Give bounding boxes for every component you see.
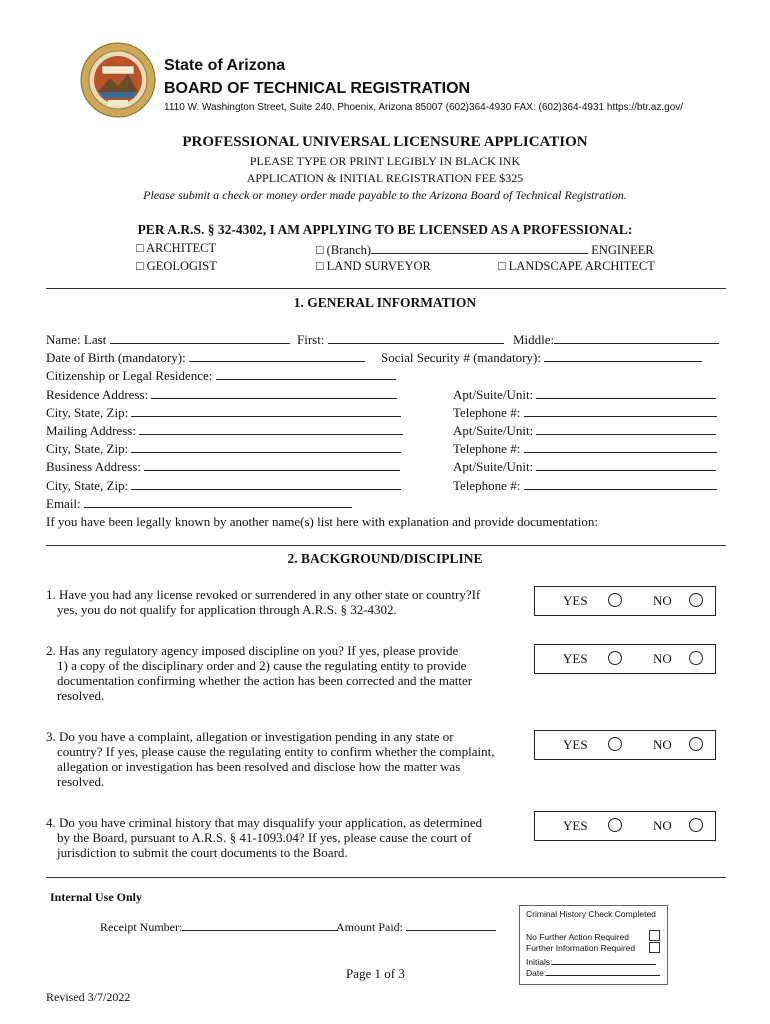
no-further-checkbox[interactable]	[649, 930, 660, 941]
field-business-city[interactable]: City, State, Zip:	[46, 477, 401, 494]
q3-yes-no	[534, 730, 716, 760]
profession-heading: PER A.R.S. § 32-4302, I AM APPLYING TO BE LICENSED AS A PROFESSIONAL:	[137, 222, 633, 237]
field-residence-apt[interactable]: Apt/Suite/Unit:	[453, 386, 716, 403]
field-mailing-phone[interactable]: Telephone #:	[453, 440, 717, 457]
field-business-phone[interactable]: Telephone #:	[453, 477, 717, 494]
field-ssn[interactable]: Social Security # (mandatory):	[381, 349, 702, 366]
field-business-address[interactable]: Business Address:	[46, 458, 400, 475]
field-business-apt[interactable]: Apt/Suite/Unit:	[453, 458, 716, 475]
q2-no-radio[interactable]	[689, 651, 703, 665]
branch-field[interactable]	[371, 241, 588, 254]
header-state: State of Arizona	[164, 57, 286, 74]
no-further-label: No Further Action Required	[526, 932, 629, 942]
field-receipt-number[interactable]: Receipt Number:	[100, 918, 338, 935]
further-info-label: Further Information Required	[526, 943, 636, 953]
field-residence-address[interactable]: Residence Address:	[46, 386, 397, 403]
divider	[46, 545, 726, 546]
no-label: NO	[653, 593, 672, 608]
engineer-label: ENGINEER	[591, 243, 654, 257]
section-general-heading: 1. GENERAL INFORMATION	[293, 295, 477, 310]
q3-yes-radio[interactable]	[608, 737, 622, 751]
field-residence-city[interactable]: City, State, Zip:	[46, 404, 401, 421]
q1-yes-radio[interactable]	[608, 593, 622, 607]
field-email[interactable]: Email:	[46, 495, 352, 512]
checkbox-engineer[interactable]	[316, 241, 654, 258]
field-mailing-city[interactable]: City, State, Zip:	[46, 440, 401, 457]
q4-yes-radio[interactable]	[608, 818, 622, 832]
revised-date: Revised 3/7/2022	[46, 990, 131, 1004]
question-4: 4. Do you have criminal history that may disqualify your application, as determined by the Board, pursuant to A.R.S. § 41-1093.04? If yes, please cause the court of jurisdiction to submit the court documents to the Board.	[46, 815, 483, 860]
question-1: 1. Have you had any license revoked or surrendered in any other state or country?If yes, you do not qualify for application through A.R.S. § 32-4302.	[46, 587, 481, 617]
field-residence-phone[interactable]: Telephone #:	[453, 404, 717, 421]
divider	[46, 288, 726, 289]
q2-yes-radio[interactable]	[608, 651, 622, 665]
question-3: 3. Do you have a complaint, allegation or investigation pending in any state or country? If yes, please cause the regulating entity to confirm whether the complaint, allegation or investigation has been resolved and disclose how the matter was resolved.	[46, 729, 495, 789]
arizona-seal-logo	[80, 42, 156, 118]
branch-label: □ (Branch)	[316, 243, 372, 257]
checkbox-geologist[interactable]: □ GEOLOGIST	[136, 259, 217, 273]
q4-yes-no	[534, 811, 716, 841]
field-check-date[interactable]: Date:	[526, 966, 660, 978]
page-number: Page 1 of 3	[346, 966, 405, 981]
instruction-fee: APPLICATION & INITIAL REGISTRATION FEE $325	[246, 171, 524, 185]
header-board: BOARD OF TECHNICAL REGISTRATION	[164, 80, 471, 97]
field-mailing-apt[interactable]: Apt/Suite/Unit:	[453, 422, 716, 439]
no-label: NO	[653, 651, 672, 666]
checkbox-landscape-architect[interactable]: □ LANDSCAPE ARCHITECT	[498, 259, 655, 273]
field-amount-paid[interactable]: Amount Paid:	[336, 918, 496, 935]
instruction-ink: PLEASE TYPE OR PRINT LEGIBLY IN BLACK INK	[249, 154, 521, 168]
field-middle-name[interactable]: Middle:	[513, 331, 719, 348]
other-names-instruction: If you have been legally known by another name(s) list here with explanation and provide documentation:	[46, 514, 598, 529]
further-info-checkbox[interactable]	[649, 942, 660, 953]
field-mailing-address[interactable]: Mailing Address:	[46, 422, 403, 439]
no-label: NO	[653, 818, 672, 833]
q3-no-radio[interactable]	[689, 737, 703, 751]
criminal-history-box	[519, 905, 668, 985]
q4-no-radio[interactable]	[689, 818, 703, 832]
question-2: 2. Has any regulatory agency imposed discipline on you? If yes, please provide 1) a copy of the disciplinary order and 2) cause the regulating entity to provide documentation confirming whether the action has been corrected and the matter resolved.	[46, 643, 473, 703]
no-label: NO	[653, 737, 672, 752]
field-citizenship[interactable]: Citizenship or Legal Residence:	[46, 367, 396, 384]
form-title: PROFESSIONAL UNIVERSAL LICENSURE APPLICATION	[182, 134, 588, 150]
q1-no-radio[interactable]	[689, 593, 703, 607]
yes-label: YES	[563, 593, 588, 608]
check-title: Criminal History Check Completed	[526, 909, 656, 919]
internal-use-heading: Internal Use Only	[50, 890, 143, 904]
q2-yes-no	[534, 644, 716, 674]
yes-label: YES	[563, 818, 588, 833]
checkbox-architect[interactable]: □ ARCHITECT	[136, 241, 217, 255]
field-initials[interactable]: Initials:	[526, 955, 656, 967]
instruction-payment: Please submit a check or money order made payable to the Arizona Board of Technical Registration.	[143, 188, 627, 202]
yes-label: YES	[563, 651, 588, 666]
header-address: 1110 W. Washington Street, Suite 240, Phoenix, Arizona 85007 (602)364-4930 FAX: (602)364-4931 https://btr.az.gov/	[164, 102, 684, 113]
q1-yes-no	[534, 586, 716, 616]
checkbox-land-surveyor[interactable]: □ LAND SURVEYOR	[316, 259, 431, 273]
field-last-name[interactable]: Name: Last	[46, 331, 290, 348]
field-first-name[interactable]: First:	[297, 331, 504, 348]
field-dob[interactable]: Date of Birth (mandatory):	[46, 349, 365, 366]
yes-label: YES	[563, 737, 588, 752]
section-background-heading: 2. BACKGROUND/DISCIPLINE	[287, 551, 483, 566]
divider	[46, 877, 726, 878]
